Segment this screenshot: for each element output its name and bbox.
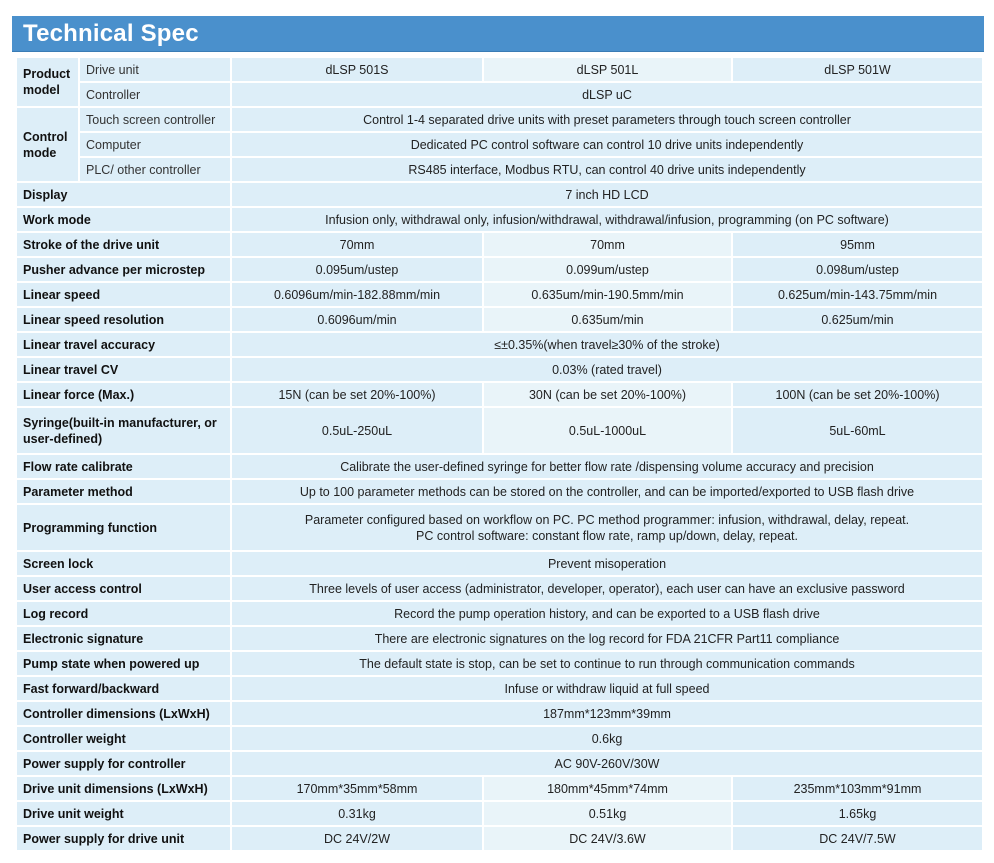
cell-syringe-501s: 0.5uL-250uL [232,408,482,453]
cell-power-501l: DC 24V/3.6W [484,827,731,850]
row-label-work-mode: Work mode [17,208,230,231]
table-row [17,702,982,725]
cell-dimensions-501s: 170mm*35mm*58mm [232,777,482,800]
table-row [17,383,982,406]
table-row [17,652,982,675]
table-row [17,505,982,550]
row-label-travel-accuracy: Linear travel accuracy [17,333,230,356]
cell-power-501s: DC 24V/2W [232,827,482,850]
table-row [17,577,982,600]
row-label-pusher: Pusher advance per microstep [17,258,230,281]
sub-label-plc: PLC/ other controller [80,158,230,181]
table-row [17,58,982,81]
row-label-drive-power: Power supply for drive unit [17,827,230,850]
row-label-drive-weight: Drive unit weight [17,802,230,825]
row-label-display: Display [17,183,230,206]
cell-pusher-501s: 0.095um/ustep [232,258,482,281]
cell-computer: Dedicated PC control software can control 10 drive units independently [232,133,982,156]
table-row [17,480,982,503]
table-row [17,233,982,256]
cell-pump-state: The default state is stop, can be set to continue to run through communication commands [232,652,982,675]
row-label-programming: Programming function [17,505,230,550]
cell-speed-501w: 0.625um/min-143.75mm/min [733,283,982,306]
table-row [17,455,982,478]
table-row [17,627,982,650]
row-label-drive-dimensions: Drive unit dimensions (LxWxH) [17,777,230,800]
table-row [17,283,982,306]
table-row [17,727,982,750]
cell-flow-calibrate: Calibrate the user-defined syringe for better flow rate /dispensing volume accuracy and precision [232,455,982,478]
table-row [17,183,982,206]
row-label-pump-state: Pump state when powered up [17,652,230,675]
cell-resolution-501w: 0.625um/min [733,308,982,331]
cell-dimensions-501l: 180mm*45mm*74mm [484,777,731,800]
cell-force-501s: 15N (can be set 20%-100%) [232,383,482,406]
row-label-speed-resolution: Linear speed resolution [17,308,230,331]
cell-dimensions-501w: 235mm*103mm*91mm [733,777,982,800]
cell-programming [232,505,982,550]
cell-model-501s: dLSP 501S [232,58,482,81]
cell-syringe-501l: 0.5uL-1000uL [484,408,731,453]
table-row [17,677,982,700]
table-row [17,308,982,331]
cell-syringe-501w: 5uL-60mL [733,408,982,453]
table-row [17,108,982,131]
cell-fast-forward: Infuse or withdraw liquid at full speed [232,677,982,700]
cell-work-mode: Infusion only, withdrawal only, infusion/withdrawal, withdrawal/infusion, programming (on PC software) [232,208,982,231]
table-row [17,83,982,106]
cell-model-501w: dLSP 501W [733,58,982,81]
cell-parameter-method: Up to 100 parameter methods can be stored on the controller, and can be imported/exported to USB flash drive [232,480,982,503]
sub-label-touch: Touch screen controller [80,108,230,131]
cell-force-501l: 30N (can be set 20%-100%) [484,383,731,406]
sub-label-drive-unit: Drive unit [80,58,230,81]
cell-model-501l: dLSP 501L [484,58,731,81]
table-row [17,802,982,825]
row-label-ctrl-dimensions: Controller dimensions (LxWxH) [17,702,230,725]
cell-stroke-501w: 95mm [733,233,982,256]
cell-resolution-501l: 0.635um/min [484,308,731,331]
row-label-linear-speed: Linear speed [17,283,230,306]
row-label-control-mode: Control mode [17,108,78,181]
row-label-e-signature: Electronic signature [17,627,230,650]
table-row [17,408,982,453]
table-row [17,827,982,850]
cell-weight-501s: 0.31kg [232,802,482,825]
cell-stroke-501s: 70mm [232,233,482,256]
row-label-flow-calibrate: Flow rate calibrate [17,455,230,478]
row-label-fast-forward: Fast forward/backward [17,677,230,700]
table-row [17,552,982,575]
cell-log-record: Record the pump operation history, and can be exported to a USB flash drive [232,602,982,625]
row-label-product-model: Product model [17,58,78,106]
cell-pusher-501w: 0.098um/ustep [733,258,982,281]
spec-table [15,56,984,852]
cell-weight-501w: 1.65kg [733,802,982,825]
cell-controller-model: dLSP uC [232,83,982,106]
cell-touch: Control 1-4 separated drive units with preset parameters through touch screen controller [232,108,982,131]
cell-ctrl-weight: 0.6kg [232,727,982,750]
cell-screen-lock: Prevent misoperation [232,552,982,575]
programming-line-1: Parameter configured based on workflow on PC. PC method programmer: infusion, withdrawal, delay, repeat. [304,512,910,527]
table-row [17,752,982,775]
row-label-ctrl-weight: Controller weight [17,727,230,750]
table-row [17,158,982,181]
table-row [17,358,982,381]
cell-power-501w: DC 24V/7.5W [733,827,982,850]
row-label-travel-cv: Linear travel CV [17,358,230,381]
row-label-linear-force: Linear force (Max.) [17,383,230,406]
header-bar [12,16,984,52]
row-label-screen-lock: Screen lock [17,552,230,575]
table-row [17,333,982,356]
cell-pusher-501l: 0.099um/ustep [484,258,731,281]
cell-resolution-501s: 0.6096um/min [232,308,482,331]
row-label-log-record: Log record [17,602,230,625]
table-row [17,208,982,231]
sub-label-computer: Computer [80,133,230,156]
row-label-ctrl-power: Power supply for controller [17,752,230,775]
cell-display: 7 inch HD LCD [232,183,982,206]
table-row [17,777,982,800]
cell-e-signature: There are electronic signatures on the log record for FDA 21CFR Part11 compliance [232,627,982,650]
programming-line-2: PC control software: constant flow rate, ramp up/down, delay, repeat. [416,528,798,543]
cell-ctrl-power: AC 90V-260V/30W [232,752,982,775]
table-row [17,602,982,625]
cell-ctrl-dimensions: 187mm*123mm*39mm [232,702,982,725]
cell-weight-501l: 0.51kg [484,802,731,825]
page-title: Technical Spec [23,20,199,47]
cell-user-access: Three levels of user access (administrator, developer, operator), each user can have an exclusive password [232,577,982,600]
cell-stroke-501l: 70mm [484,233,731,256]
cell-force-501w: 100N (can be set 20%-100%) [733,383,982,406]
row-label-syringe: Syringe(built-in manufacturer, or user-defined) [17,408,230,453]
sub-label-controller: Controller [80,83,230,106]
cell-plc: RS485 interface, Modbus RTU, can control 40 drive units independently [232,158,982,181]
table-row [17,258,982,281]
cell-speed-501l: 0.635um/min-190.5mm/min [484,283,731,306]
cell-travel-accuracy: ≤±0.35%(when travel≥30% of the stroke) [232,333,982,356]
row-label-stroke: Stroke of the drive unit [17,233,230,256]
row-label-parameter-method: Parameter method [17,480,230,503]
cell-speed-501s: 0.6096um/min-182.88mm/min [232,283,482,306]
row-label-user-access: User access control [17,577,230,600]
table-row [17,133,982,156]
cell-travel-cv: 0.03% (rated travel) [232,358,982,381]
